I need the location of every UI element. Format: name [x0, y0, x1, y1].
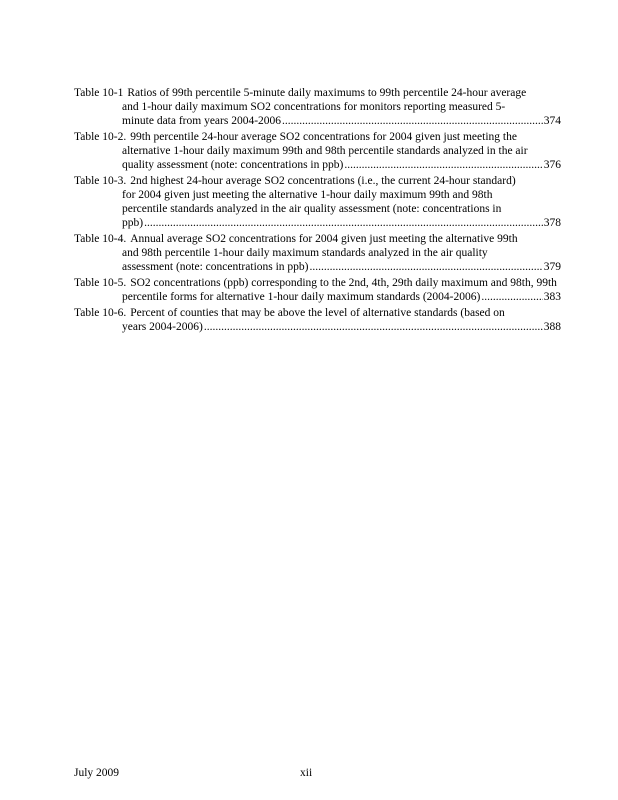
entry-label: Table 10-3.: [74, 175, 127, 187]
entry-label: Table 10-6.: [74, 307, 127, 319]
entry-text-line: and 1-hour daily maximum SO2 concentrations for monitors reporting measured 5-: [122, 101, 506, 113]
dot-leader: [204, 320, 543, 334]
entry-text-line: and 98th percentile 1-hour daily maximum standards analyzed in the air quality: [122, 247, 488, 259]
entry-text-line: Percent of counties that may be above the level of alternative standards (based on: [130, 307, 505, 319]
entry-text-line: Ratios of 99th percentile 5-minute daily maximums to 99th percentile 24-hour average: [127, 87, 527, 99]
entry-text-line: for 2004 given just meeting the alternative 1-hour daily maximum 99th and 98th: [122, 189, 493, 201]
entry-text-line: Annual average SO2 concentrations for 2004 given just meeting the alternative 99th: [130, 233, 518, 245]
entry-label: Table 10-1: [74, 87, 124, 99]
dot-leader: [344, 158, 542, 172]
toc-entry-table-10-4[interactable]: [74, 232, 561, 274]
toc-entry-table-10-2[interactable]: [74, 130, 561, 172]
entry-text-line: alternative 1-hour daily maximum 99th and 98th percentile standards analyzed in the air: [122, 145, 528, 157]
entry-label: Table 10-4.: [74, 233, 127, 245]
dot-leader: [144, 216, 543, 230]
entry-text-line: years 2004-2006): [122, 321, 203, 333]
dot-leader: [282, 114, 543, 128]
entry-text-line: SO2 concentrations (ppb) corresponding to the 2nd, 4th, 29th daily maximum and 98th, 99th: [130, 277, 557, 289]
toc-entry-table-10-1[interactable]: [74, 86, 561, 128]
footer-page-number: xii: [300, 767, 313, 779]
table-of-contents: [74, 86, 561, 336]
entry-page-number[interactable]: 378: [543, 217, 561, 229]
entry-text-line: 2nd highest 24-hour average SO2 concentrations (i.e., the current 24-hour standard): [130, 175, 516, 187]
toc-entry-table-10-3[interactable]: [74, 174, 561, 230]
entry-page-number[interactable]: 379: [543, 261, 561, 273]
entry-text-line: percentile standards analyzed in the air quality assessment (note: concentrations in: [122, 203, 502, 215]
entry-label: Table 10-2.: [74, 131, 127, 143]
entry-page-number[interactable]: 376: [543, 159, 561, 171]
entry-text-line: 99th percentile 24-hour average SO2 concentrations for 2004 given just meeting the: [130, 131, 517, 143]
entry-text-line: minute data from years 2004-2006: [122, 115, 282, 127]
entry-page-number[interactable]: 388: [543, 321, 561, 333]
entry-text-line: assessment (note: concentrations in ppb): [122, 261, 309, 273]
entry-text-line: percentile forms for alternative 1-hour daily maximum standards (2004-2006): [122, 291, 481, 303]
entry-page-number[interactable]: 374: [543, 115, 561, 127]
toc-entry-table-10-6[interactable]: [74, 306, 561, 334]
entry-label: Table 10-5.: [74, 277, 127, 289]
entry-page-number[interactable]: 383: [543, 291, 561, 303]
toc-entry-table-10-5[interactable]: [74, 276, 561, 304]
dot-leader: [481, 290, 542, 304]
footer-date: July 2009: [74, 767, 120, 779]
entry-text-line: ppb): [122, 217, 144, 229]
entry-text-line: quality assessment (note: concentrations in ppb): [122, 159, 344, 171]
dot-leader: [310, 260, 543, 274]
